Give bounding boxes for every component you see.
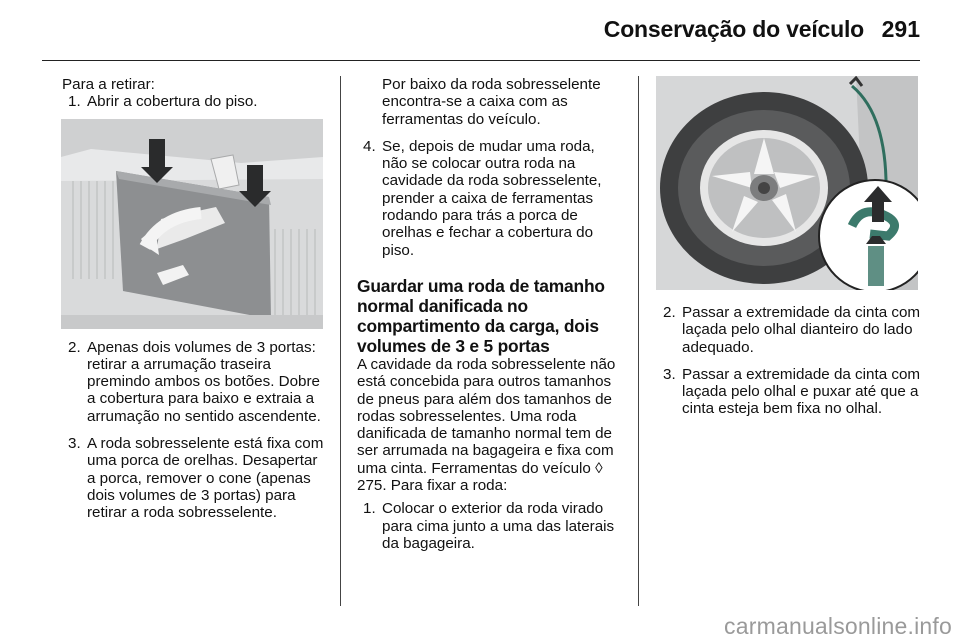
body-text: A cavidade da roda sobresselente não está concebida para outros tamanhos de pneus para além dos tamanhos de rodas sobresselentes. Uma roda danificada de tamanho normal tem de ser arrumada na bagageira e fixa com uma cinta. Ferramentas do veículo ◊ 275. Para fixar a roda:: [357, 355, 616, 495]
step-text: Passar a extremidade da cinta com laçada pelo olhal dianteiro do lado adequado.: [682, 304, 921, 356]
page-number: 291: [881, 16, 920, 42]
step-text: Passar a extremidade da cinta com laçada pelo olhal e puxar até que a cinta esteja bem fixa no olhal.: [682, 365, 921, 418]
step-number: 1.: [68, 93, 81, 111]
page-title: Conservação do veículo: [603, 16, 864, 42]
step-3: [62, 435, 330, 521]
step-number: 4.: [363, 137, 376, 155]
step-text: Se, depois de mudar uma roda, não se colocar outra roda na cavidade da roda sobresselente, prender a caixa de ferramentas rodando para trás a porca de orelhas e fechar a cobertura do piso.: [382, 137, 602, 259]
header-rule: [42, 60, 920, 61]
column-3: [657, 76, 922, 418]
step-number: 1.: [363, 500, 376, 518]
cross-reference: Ferramentas do veículo ◊ 275.: [357, 459, 603, 495]
step-1-wheel: [357, 500, 622, 552]
step-3-strap: [657, 366, 922, 418]
step-text: A roda sobresselente está fixa com uma porca de orelhas. Desapertar a porca, remover o cone (apenas dois volumes de 3 portas) para retirar a roda sobresselente.: [87, 435, 324, 522]
reference-arrow-icon: ◊: [595, 459, 603, 477]
step-text: Colocar o exterior da roda virado para cima junto a uma das laterais da bagageira.: [382, 500, 615, 552]
step-1: [62, 93, 330, 110]
step-number: 2.: [68, 338, 81, 356]
step-number: 3.: [663, 365, 676, 383]
column-1: [62, 76, 330, 522]
floor-cover-illustration: [61, 119, 323, 329]
step-text: Abrir a cobertura do piso.: [87, 93, 258, 111]
column-divider-left: [340, 76, 341, 606]
section-heading: Guardar uma roda de tamanho normal danificada no compartimento da carga, dois volumes de 3 e 5 portas: [357, 275, 605, 356]
continuation-text: Por baixo da roda sobresselente encontra-se a caixa com as ferramentas do veículo.: [382, 76, 601, 128]
column-2: [357, 76, 622, 552]
column-divider-right: [638, 76, 639, 606]
intro-text: Para a retirar:: [62, 76, 155, 93]
step-4: [357, 138, 622, 259]
watermark: carmanualsonline.info: [724, 613, 952, 639]
step-2: [62, 339, 330, 425]
step-number: 2.: [663, 304, 676, 321]
wheel-strap-illustration: [656, 76, 918, 290]
step-text: Apenas dois volumes de 3 portas: retirar a arrumação traseira premindo ambos os botões. Dobre a cobertura para baixo e extraia a arrumação no sentido ascendente.: [87, 338, 321, 425]
step-number: 3.: [68, 435, 81, 453]
step-2-strap: [657, 304, 922, 356]
